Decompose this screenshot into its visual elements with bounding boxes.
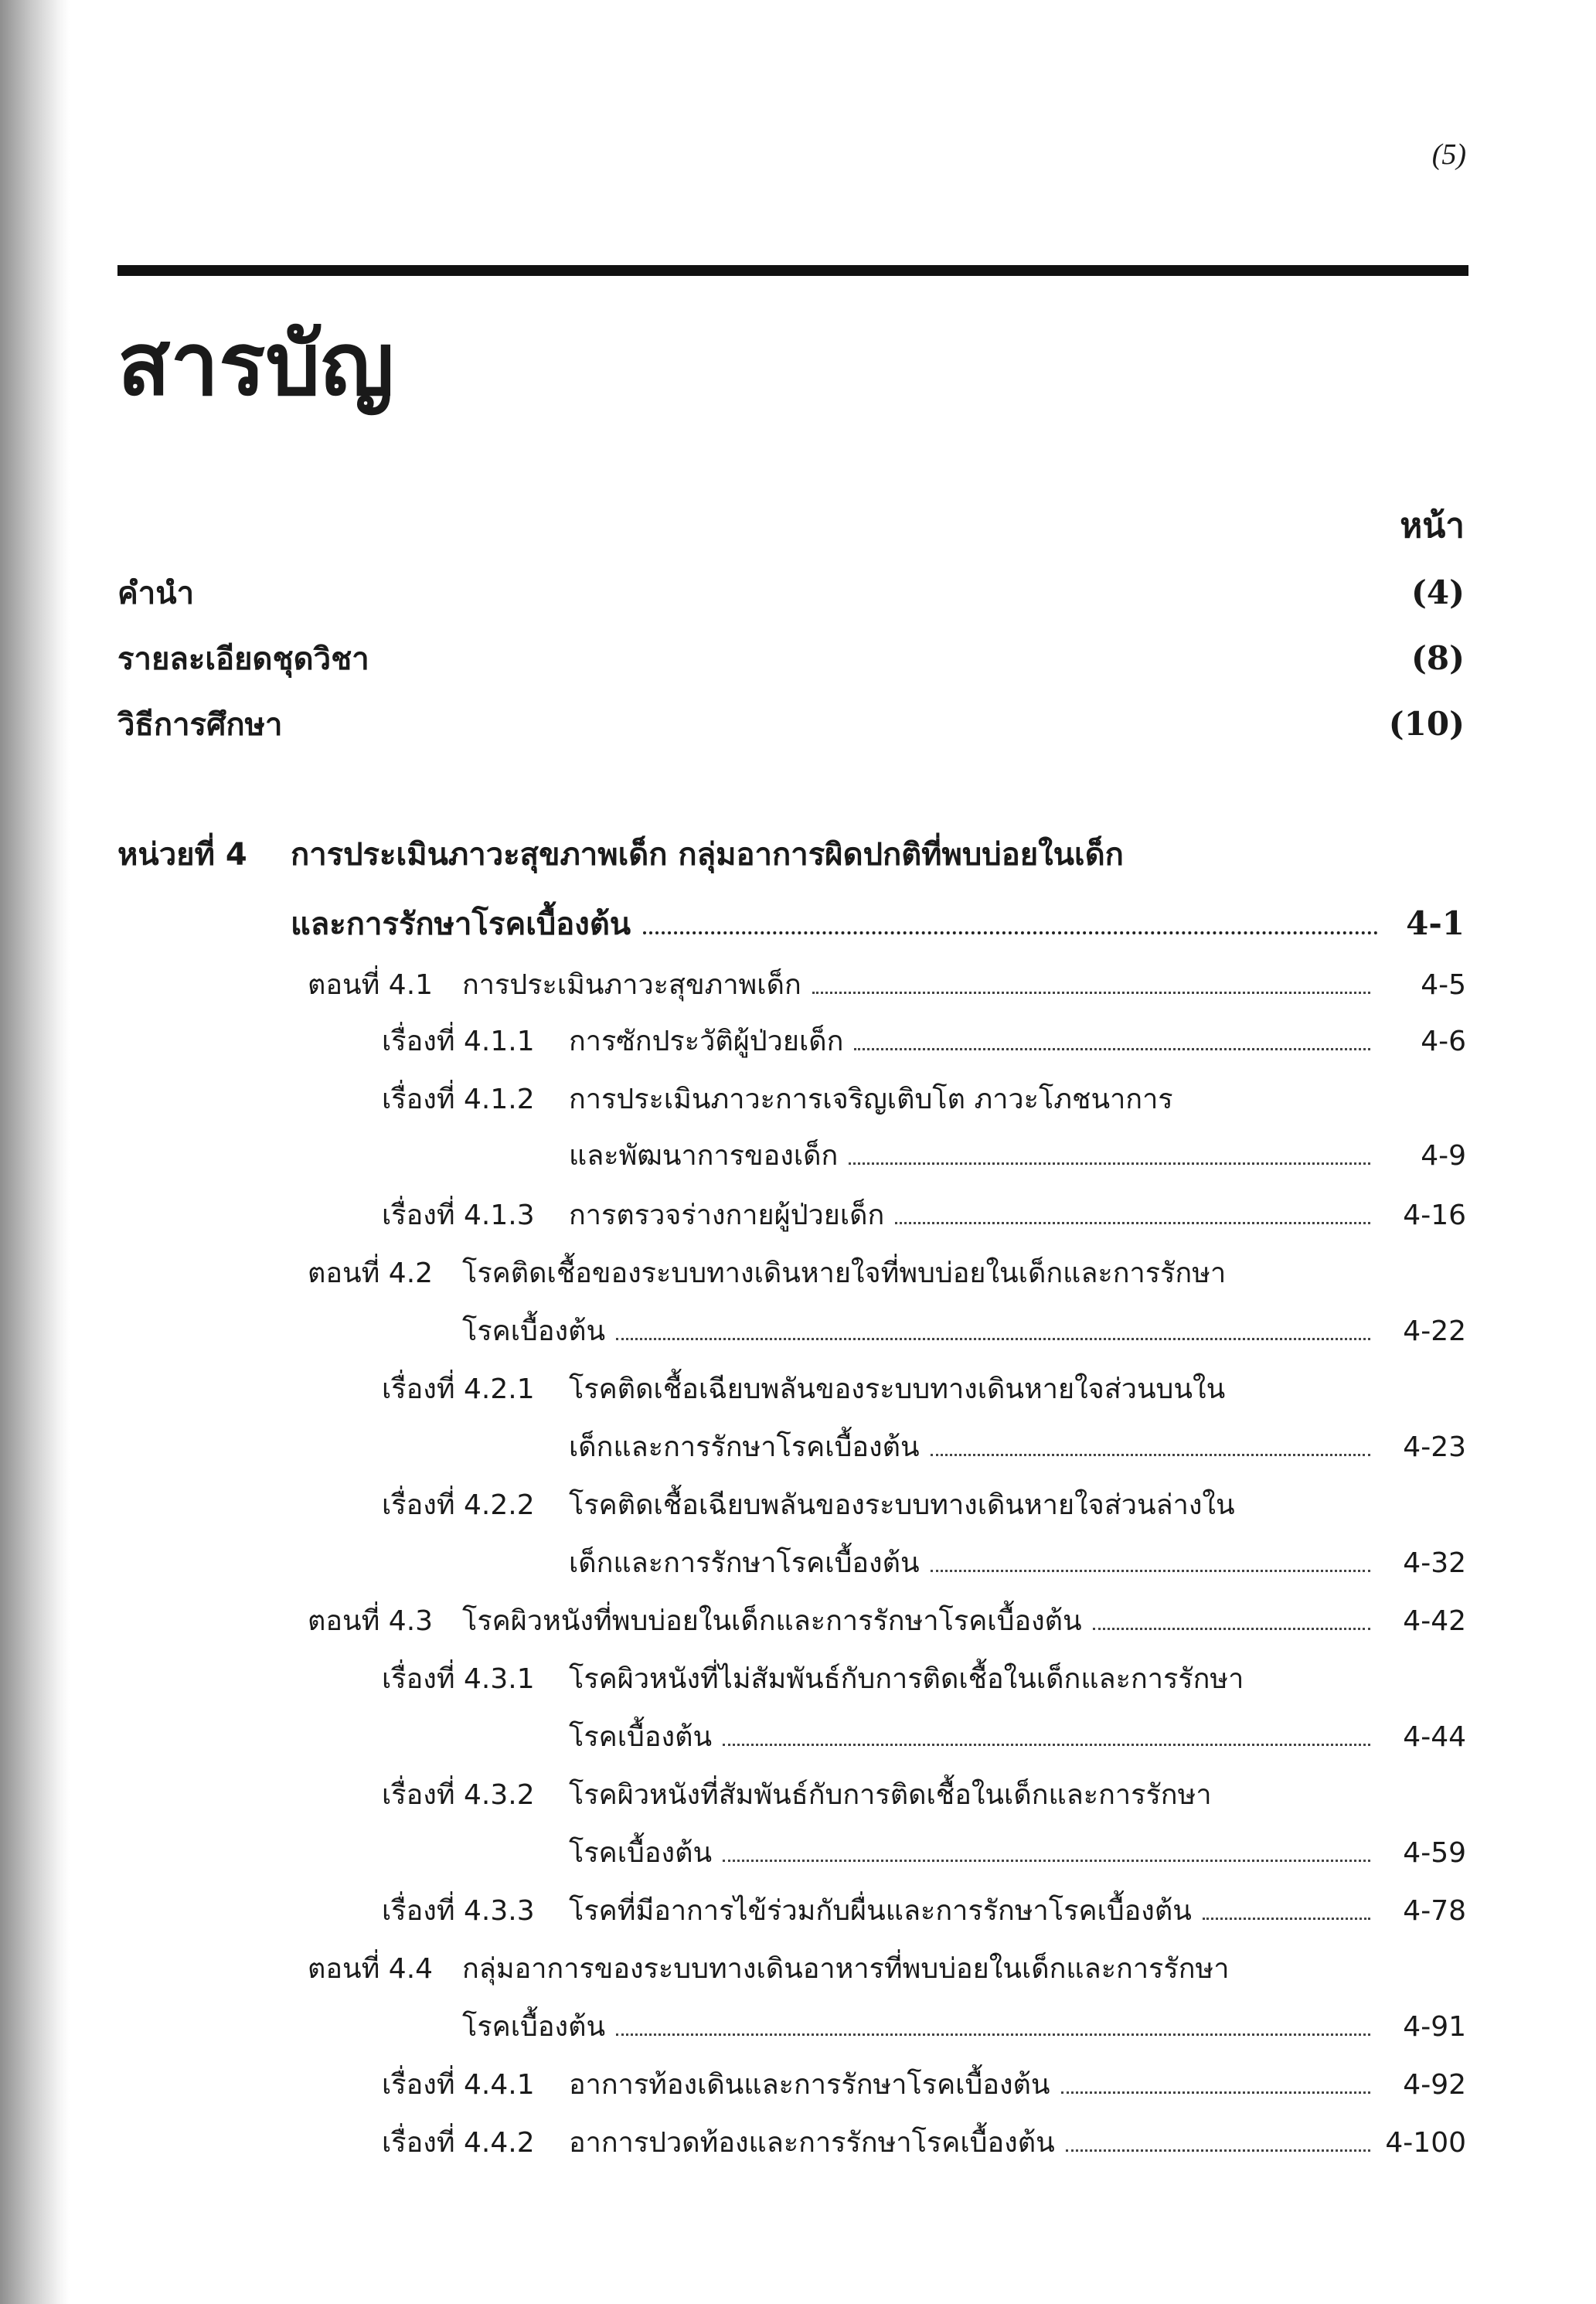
topic-page: 4-6 (1421, 1026, 1466, 1057)
section-page: 4-91 (1403, 2011, 1466, 2043)
topic-label: เรื่องที่ 4.3.1 (382, 1663, 535, 1695)
toc-section-row[interactable] (308, 1598, 1466, 1642)
toc-topic-row-line1[interactable] (382, 1077, 1173, 1121)
toc-topic-row-line2[interactable] (569, 1830, 1466, 1874)
unit-label: หน่วยที่ 4 (117, 837, 247, 873)
unit-page: 4-1 (1406, 904, 1465, 942)
leader-dots (849, 1162, 1370, 1165)
topic-label: เรื่องที่ 4.4.2 (382, 2127, 535, 2159)
topic-label: เรื่องที่ 4.2.1 (382, 1373, 535, 1405)
unit-title-line1[interactable]: การประเมินภาวะสุขภาพเด็ก กลุ่มอาการผิดปกติที่พบบ่อยในเด็ก (291, 837, 1124, 873)
toc-front-label: วิธีการศึกษา (117, 707, 283, 743)
topic-label: เรื่องที่ 4.4.1 (382, 2069, 535, 2101)
topic-title: โรคติดเชื้อเฉียบพลันของระบบทางเดินหายใจส่วนล่างใน (569, 1489, 1235, 1521)
section-title: โรคผิวหนังที่พบบ่อยในเด็กและการรักษาโรคเบื้องต้น (462, 1605, 1082, 1637)
toc-front-item[interactable] (117, 699, 1465, 743)
toc-front-label: รายละเอียดชุดวิชา (117, 642, 369, 677)
topic-title: โรคที่มีอาการไข้ร่วมกับผื่นและการรักษาโรคเบื้องต้น (569, 1895, 1192, 1927)
toc-section-row-line2[interactable] (462, 1309, 1466, 1353)
topic-page: 4-78 (1403, 1895, 1466, 1927)
toc-front-label: คำนำ (117, 576, 195, 611)
topic-title: โรคผิวหนังที่สัมพันธ์กับการติดเชื้อในเด็กและการรักษา (569, 1779, 1212, 1811)
section-label: ตอนที่ 4.4 (308, 1953, 434, 1985)
leader-dots (723, 1859, 1370, 1862)
topic-label: เรื่องที่ 4.1.1 (382, 1026, 535, 1057)
toc-front-page: (4) (1411, 573, 1465, 611)
topic-label: เรื่องที่ 4.1.2 (382, 1084, 535, 1115)
toc-front-item[interactable] (117, 568, 1465, 611)
unit-title-line2: และการรักษาโรคเบื้องต้น (291, 907, 631, 942)
section-title: โรคติดเชื้อของระบบทางเดินหายใจที่พบบ่อยในเด็กและการรักษา (462, 1258, 1227, 1289)
toc-topic-row[interactable] (382, 2120, 1466, 2164)
topic-page: 4-9 (1421, 1140, 1466, 1172)
topic-title: การประเมินภาวะการเจริญเติบโต ภาวะโภชนาการ (569, 1084, 1173, 1115)
topic-label: เรื่องที่ 4.2.2 (382, 1489, 535, 1521)
topic-page: 4-100 (1385, 2127, 1466, 2159)
topic-page: 4-23 (1403, 1431, 1466, 1463)
topic-label: เรื่องที่ 4.3.2 (382, 1779, 535, 1811)
leader-dots (1093, 1627, 1370, 1630)
topic-title: โรคผิวหนังที่ไม่สัมพันธ์กับการติดเชื้อในเด็กและการรักษา (569, 1663, 1244, 1695)
topic-title-cont: และพัฒนาการของเด็ก (569, 1140, 839, 1172)
toc-topic-row[interactable] (382, 1193, 1466, 1237)
leader-dots (812, 991, 1370, 994)
toc-section-row[interactable] (308, 962, 1466, 1006)
toc-topic-row-line1[interactable] (382, 1656, 1244, 1700)
toc-topic-row[interactable] (382, 2062, 1466, 2106)
toc-topic-row[interactable] (382, 1888, 1466, 1932)
leader-dots (931, 1453, 1370, 1456)
topic-page: 4-44 (1403, 1721, 1466, 1753)
topic-page: 4-92 (1403, 2069, 1466, 2101)
topic-page: 4-59 (1403, 1837, 1466, 1869)
unit-title-line2-row[interactable] (291, 899, 1465, 948)
section-label: ตอนที่ 4.3 (308, 1605, 434, 1637)
topic-title-cont: โรคเบื้องต้น (569, 1721, 713, 1753)
topic-label: เรื่องที่ 4.3.3 (382, 1895, 535, 1927)
section-title: การประเมินภาวะสุขภาพเด็ก (462, 969, 801, 1001)
leader-dots (616, 1337, 1370, 1340)
section-page: 4-5 (1421, 969, 1466, 1001)
topic-title: โรคติดเชื้อเฉียบพลันของระบบทางเดินหายใจส่วนบนใน (569, 1373, 1226, 1405)
title-rule (117, 265, 1468, 276)
leader-dots (723, 1743, 1370, 1746)
toc-topic-row-line2[interactable] (569, 1540, 1466, 1584)
topic-title-cont: เด็กและการรักษาโรคเบื้องต้น (569, 1547, 920, 1579)
leader-dots (895, 1221, 1370, 1224)
section-page: 4-22 (1403, 1315, 1466, 1347)
toc-front-page: (8) (1411, 639, 1465, 677)
section-title-cont: โรคเบื้องต้น (462, 1315, 606, 1347)
toc-topic-row-line1[interactable] (382, 1482, 1235, 1526)
topic-title: การซักประวัติผู้ป่วยเด็ก (569, 1026, 844, 1057)
toc-topic-row[interactable] (382, 1019, 1466, 1063)
leader-dots (643, 931, 1378, 934)
section-title: กลุ่มอาการของระบบทางเดินอาหารที่พบบ่อยในเด็กและการรักษา (462, 1953, 1230, 1985)
page-title: สารบัญ (117, 314, 394, 415)
topic-title-cont: โรคเบื้องต้น (569, 1837, 713, 1869)
section-label: ตอนที่ 4.1 (308, 969, 434, 1001)
leader-dots (616, 2033, 1370, 2036)
toc-front-page: (10) (1388, 705, 1465, 743)
toc-topic-row-line2[interactable] (569, 1714, 1466, 1758)
toc-topic-row-line2[interactable] (569, 1424, 1466, 1469)
leader-dots (854, 1047, 1370, 1050)
leader-dots (931, 1569, 1370, 1572)
section-label: ตอนที่ 4.2 (308, 1258, 434, 1289)
toc-topic-row-line1[interactable] (382, 1366, 1225, 1411)
toc-section-row-line2[interactable] (462, 2004, 1466, 2048)
topic-page: 4-32 (1403, 1547, 1466, 1579)
topic-title: อาการปวดท้องและการรักษาโรคเบื้องต้น (569, 2127, 1055, 2159)
topic-title: อาการท้องเดินและการรักษาโรคเบื้องต้น (569, 2069, 1050, 2101)
toc-section-row-line1[interactable] (308, 1251, 1226, 1295)
section-title-cont: โรคเบื้องต้น (462, 2011, 606, 2043)
topic-title: การตรวจร่างกายผู้ป่วยเด็ก (569, 1200, 885, 1231)
leader-dots (1061, 2091, 1370, 2094)
page-column-heading: หน้า (1400, 506, 1465, 546)
leader-dots (1066, 2149, 1370, 2152)
topic-label: เรื่องที่ 4.1.3 (382, 1200, 535, 1231)
binding-shadow (0, 0, 70, 2304)
toc-front-item[interactable] (117, 634, 1465, 677)
topic-title-cont: เด็กและการรักษาโรคเบื้องต้น (569, 1431, 920, 1463)
topic-page: 4-16 (1403, 1200, 1466, 1231)
page-number: (5) (1431, 138, 1466, 171)
section-page: 4-42 (1403, 1605, 1466, 1637)
toc-section-row-line1[interactable] (308, 1946, 1229, 1990)
toc-topic-row-line2[interactable] (569, 1133, 1466, 1177)
leader-dots (1203, 1917, 1370, 1920)
toc-topic-row-line1[interactable] (382, 1772, 1212, 1816)
